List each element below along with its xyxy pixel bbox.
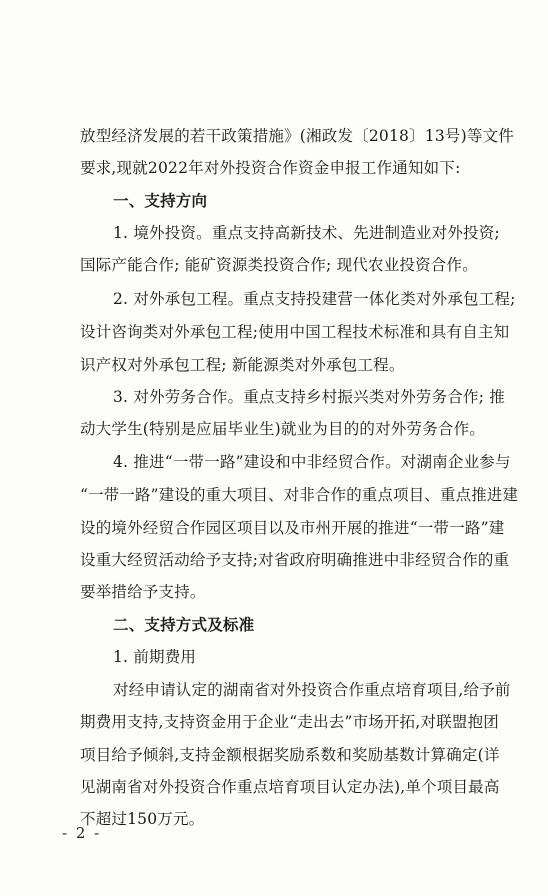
text-line: 识产权对外承包工程; 新能源类对外承包工程。: [80, 356, 405, 374]
text-line: 期费用支持,支持资金用于企业“走出去”市场开拓,对联盟抱团: [80, 713, 500, 731]
text-line: 设计咨询类对外承包工程;使用中国工程技术标准和具有自主知: [80, 323, 510, 341]
text-line: 对经申请认定的湖南省对外投资合作重点培育项目,给予前: [113, 681, 511, 699]
section-heading: 二、支持方式及标准: [113, 615, 255, 634]
text-line: 见湖南省对外投资合作重点培育项目认定办法),单个项目最高: [80, 778, 500, 796]
text-line: 动大学生(特别是应届毕业生)就业为目的的对外劳务合作。: [80, 420, 485, 438]
text-line: 2. 对外承包工程。重点支持投建营一体化类对外承包工程;: [113, 290, 516, 308]
text-line: 国际产能合作; 能矿资源类投资合作; 现代农业投资合作。: [80, 256, 478, 274]
text-line: 4. 推进“一带一路”建设和中非经贸合作。对湖南企业参与: [113, 453, 511, 471]
text-line: 设重大经贸活动给予支持;对省政府明确推进中非经贸合作的重: [80, 551, 510, 569]
text-line: 1. 境外投资。重点支持高新技术、先进制造业对外投资;: [113, 224, 500, 242]
text-line: 3. 对外劳务合作。重点支持乡村振兴类对外劳务合作; 推: [113, 388, 505, 406]
text-line: 放型经济发展的若干政策措施》(湘政发〔2018〕13号)等文件: [80, 127, 514, 145]
page-number: - 2 -: [62, 824, 102, 842]
subsection-heading: 1. 前期费用: [113, 648, 197, 666]
text-line: 项目给予倾斜,支持金额根据奖励系数和奖励基数计算确定(详: [80, 746, 500, 764]
text-line: 设的境外经贸合作园区项目以及市州开展的推进“一带一路”建: [80, 519, 505, 537]
text-line: “一带一路”建设的重大项目、对非合作的重点项目、重点推进建: [80, 486, 519, 504]
text-line: 要求,现就2022年对外投资合作资金申报工作通知如下:: [80, 159, 461, 177]
text-line: 要举措给予支持。: [80, 583, 206, 601]
section-heading: 一、支持方向: [113, 191, 208, 210]
text-line: 不超过150万元。: [80, 810, 205, 828]
